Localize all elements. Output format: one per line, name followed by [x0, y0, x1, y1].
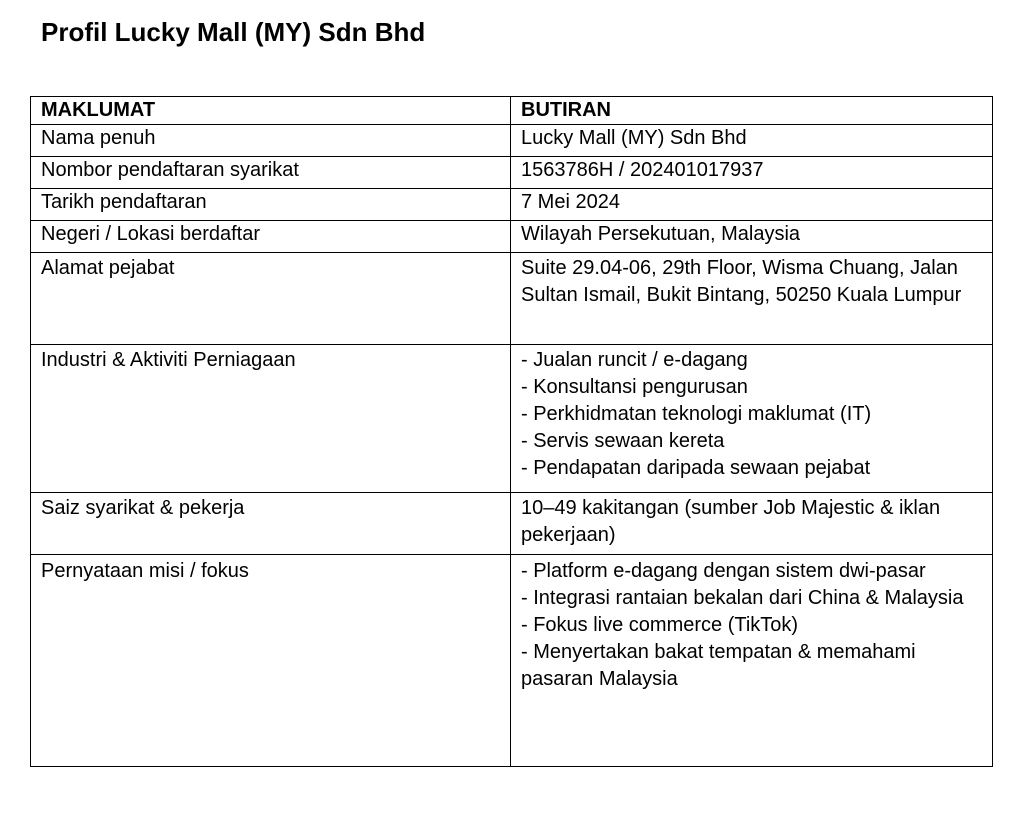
- row-value: [511, 189, 993, 221]
- value-line: Wilayah Persekutuan, Malaysia: [521, 223, 801, 245]
- table-row-industri-aktiviti: [31, 345, 993, 493]
- row-label: Nama penuh: [31, 125, 511, 157]
- row-label: Tarikh pendaftaran: [31, 189, 511, 221]
- row-value: [511, 125, 993, 157]
- value-line: - Jualan runcit / e-dagang: [521, 349, 748, 371]
- value-line: Lucky Mall (MY) Sdn Bhd: [521, 127, 747, 149]
- value-line: 1563786H / 202401017937: [521, 159, 764, 181]
- header-butiran: BUTIRAN: [511, 97, 993, 125]
- value-line: - Konsultansi pengurusan: [521, 376, 748, 398]
- row-value: [511, 253, 993, 345]
- document-title: Profil Lucky Mall (MY) Sdn Bhd: [41, 17, 426, 47]
- value-line: - Pendapatan daripada sewaan pejabat: [521, 457, 871, 479]
- value-line: - Integrasi rantaian bekalan dari China & Malaysia: [521, 587, 964, 609]
- table-row-alamat-pejabat: [31, 253, 993, 345]
- row-value: [511, 221, 993, 253]
- row-label: Industri & Aktiviti Perniagaan: [31, 345, 511, 493]
- row-label: Nombor pendaftaran syarikat: [31, 157, 511, 189]
- table-row-negeri-lokasi: [31, 221, 993, 253]
- row-value: [511, 345, 993, 493]
- value-line: Suite 29.04-06, 29th Floor, Wisma Chuang, Jalan Sultan Ismail, Bukit Bintang, 50250 Kuala Lumpur: [521, 257, 962, 306]
- value-line: - Menyertakan bakat tempatan & memahami pasaran Malaysia: [521, 641, 916, 690]
- value-line: - Servis sewaan kereta: [521, 430, 725, 452]
- row-label: Alamat pejabat: [31, 253, 511, 345]
- table-row-saiz-syarikat: [31, 493, 993, 555]
- value-line: - Perkhidmatan teknologi maklumat (IT): [521, 403, 872, 425]
- row-value: [511, 493, 993, 555]
- table-row-nombor-pendaftaran: [31, 157, 993, 189]
- row-label: Pernyataan misi / fokus: [31, 555, 511, 767]
- header-maklumat: MAKLUMAT: [31, 97, 511, 125]
- row-label: Negeri / Lokasi berdaftar: [31, 221, 511, 253]
- value-line: - Fokus live commerce (TikTok): [521, 614, 799, 636]
- table-row-pernyataan-misi: [31, 555, 993, 767]
- value-line: - Platform e-dagang dengan sistem dwi-pasar: [521, 560, 926, 582]
- value-line: 10–49 kakitangan (sumber Job Majestic & iklan pekerjaan): [521, 497, 941, 546]
- value-line: 7 Mei 2024: [521, 191, 620, 213]
- table-row-tarikh-pendaftaran: [31, 189, 993, 221]
- profile-table: [30, 96, 993, 767]
- row-value: [511, 157, 993, 189]
- table-row-nama-penuh: [31, 125, 993, 157]
- row-value: [511, 555, 993, 767]
- row-label: Saiz syarikat & pekerja: [31, 493, 511, 555]
- table-header-row: [31, 97, 993, 125]
